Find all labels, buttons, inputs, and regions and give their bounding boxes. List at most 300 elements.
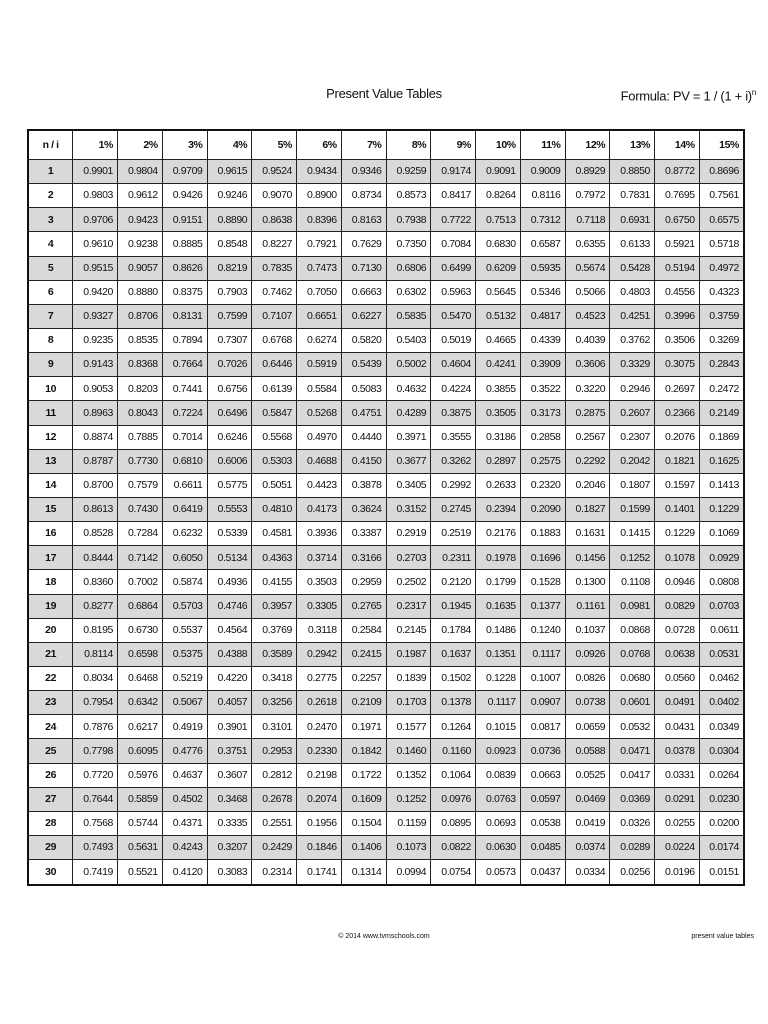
value-cell: 0.8114 bbox=[73, 642, 118, 666]
value-cell: 0.0907 bbox=[520, 691, 565, 715]
value-cell: 0.0659 bbox=[565, 715, 610, 739]
value-cell: 0.2415 bbox=[341, 642, 386, 666]
value-cell: 0.1722 bbox=[341, 763, 386, 787]
value-cell: 0.6006 bbox=[207, 449, 252, 473]
value-cell: 0.3335 bbox=[207, 811, 252, 835]
value-cell: 0.9709 bbox=[162, 160, 207, 184]
value-cell: 0.0601 bbox=[610, 691, 655, 715]
value-cell: 0.9053 bbox=[73, 377, 118, 401]
value-cell: 0.0926 bbox=[565, 642, 610, 666]
value-cell: 0.8880 bbox=[118, 280, 163, 304]
value-cell: 0.6587 bbox=[520, 232, 565, 256]
value-cell: 0.8360 bbox=[73, 570, 118, 594]
value-cell: 0.9515 bbox=[73, 256, 118, 280]
value-cell: 0.5339 bbox=[207, 522, 252, 546]
value-cell: 0.7493 bbox=[73, 835, 118, 859]
value-cell: 0.1502 bbox=[431, 666, 476, 690]
period-cell: 3 bbox=[28, 208, 73, 232]
value-cell: 0.0525 bbox=[565, 763, 610, 787]
value-cell: 0.8613 bbox=[73, 497, 118, 521]
value-cell: 0.2472 bbox=[699, 377, 744, 401]
table-row bbox=[28, 449, 744, 473]
value-cell: 0.2042 bbox=[610, 449, 655, 473]
value-cell: 0.4556 bbox=[655, 280, 700, 304]
value-cell: 0.9706 bbox=[73, 208, 118, 232]
value-cell: 0.8573 bbox=[386, 184, 431, 208]
value-cell: 0.1229 bbox=[655, 522, 700, 546]
value-cell: 0.0255 bbox=[655, 811, 700, 835]
value-cell: 0.3405 bbox=[386, 473, 431, 497]
value-cell: 0.7107 bbox=[252, 304, 297, 328]
value-cell: 0.1456 bbox=[565, 546, 610, 570]
value-cell: 0.7720 bbox=[73, 763, 118, 787]
value-cell: 0.0531 bbox=[699, 642, 744, 666]
value-cell: 0.3909 bbox=[520, 353, 565, 377]
value-cell: 0.2765 bbox=[341, 594, 386, 618]
value-cell: 0.1460 bbox=[386, 739, 431, 763]
value-cell: 0.8885 bbox=[162, 232, 207, 256]
value-cell: 0.8368 bbox=[118, 353, 163, 377]
value-cell: 0.2046 bbox=[565, 473, 610, 497]
value-cell: 0.4936 bbox=[207, 570, 252, 594]
value-cell: 0.0174 bbox=[699, 835, 744, 859]
value-cell: 0.2745 bbox=[431, 497, 476, 521]
value-cell: 0.0349 bbox=[699, 715, 744, 739]
value-cell: 0.3256 bbox=[252, 691, 297, 715]
value-cell: 0.2330 bbox=[297, 739, 342, 763]
value-cell: 0.3759 bbox=[699, 304, 744, 328]
value-cell: 0.5268 bbox=[297, 401, 342, 425]
period-cell: 1 bbox=[28, 160, 73, 184]
value-cell: 0.1252 bbox=[386, 787, 431, 811]
value-cell: 0.6750 bbox=[655, 208, 700, 232]
value-cell: 0.1945 bbox=[431, 594, 476, 618]
value-cell: 0.5703 bbox=[162, 594, 207, 618]
value-cell: 0.1987 bbox=[386, 642, 431, 666]
value-cell: 0.7430 bbox=[118, 497, 163, 521]
value-cell: 0.8696 bbox=[699, 160, 744, 184]
value-cell: 0.6730 bbox=[118, 618, 163, 642]
value-cell: 0.5428 bbox=[610, 256, 655, 280]
value-cell: 0.2843 bbox=[699, 353, 744, 377]
value-cell: 0.7462 bbox=[252, 280, 297, 304]
value-cell: 0.6217 bbox=[118, 715, 163, 739]
value-cell: 0.2946 bbox=[610, 377, 655, 401]
value-cell: 0.8787 bbox=[73, 449, 118, 473]
value-cell: 0.7831 bbox=[610, 184, 655, 208]
value-cell: 0.8626 bbox=[162, 256, 207, 280]
value-cell: 0.4241 bbox=[476, 353, 521, 377]
value-cell: 0.8638 bbox=[252, 208, 297, 232]
value-cell: 0.1842 bbox=[341, 739, 386, 763]
value-cell: 0.1069 bbox=[699, 522, 744, 546]
present-value-table bbox=[27, 129, 745, 886]
period-cell: 6 bbox=[28, 280, 73, 304]
value-cell: 0.7513 bbox=[476, 208, 521, 232]
value-cell: 0.9327 bbox=[73, 304, 118, 328]
value-cell: 0.8890 bbox=[207, 208, 252, 232]
value-cell: 0.0289 bbox=[610, 835, 655, 859]
value-cell: 0.1314 bbox=[341, 860, 386, 885]
value-cell: 0.0200 bbox=[699, 811, 744, 835]
value-cell: 0.3506 bbox=[655, 328, 700, 352]
value-cell: 0.6806 bbox=[386, 256, 431, 280]
value-cell: 0.7026 bbox=[207, 353, 252, 377]
value-cell: 0.6227 bbox=[341, 304, 386, 328]
value-cell: 0.5859 bbox=[118, 787, 163, 811]
table-row bbox=[28, 497, 744, 521]
rate-header: 9% bbox=[431, 130, 476, 160]
value-cell: 0.1486 bbox=[476, 618, 521, 642]
value-cell: 0.4919 bbox=[162, 715, 207, 739]
period-cell: 13 bbox=[28, 449, 73, 473]
value-cell: 0.1161 bbox=[565, 594, 610, 618]
value-cell: 0.0485 bbox=[520, 835, 565, 859]
value-cell: 0.3186 bbox=[476, 425, 521, 449]
value-cell: 0.5066 bbox=[565, 280, 610, 304]
value-cell: 0.7599 bbox=[207, 304, 252, 328]
value-cell: 0.4339 bbox=[520, 328, 565, 352]
table-row bbox=[28, 353, 744, 377]
value-cell: 0.1229 bbox=[699, 497, 744, 521]
value-cell: 0.2502 bbox=[386, 570, 431, 594]
value-cell: 0.8116 bbox=[520, 184, 565, 208]
value-cell: 0.8219 bbox=[207, 256, 252, 280]
value-cell: 0.8772 bbox=[655, 160, 700, 184]
value-cell: 0.3166 bbox=[341, 546, 386, 570]
value-cell: 0.0693 bbox=[476, 811, 521, 835]
value-cell: 0.2109 bbox=[341, 691, 386, 715]
value-cell: 0.1159 bbox=[386, 811, 431, 835]
table-row bbox=[28, 232, 744, 256]
value-cell: 0.9151 bbox=[162, 208, 207, 232]
table-row bbox=[28, 328, 744, 352]
value-cell: 0.1577 bbox=[386, 715, 431, 739]
value-cell: 0.4776 bbox=[162, 739, 207, 763]
value-cell: 0.2145 bbox=[386, 618, 431, 642]
period-cell: 12 bbox=[28, 425, 73, 449]
table-row bbox=[28, 546, 744, 570]
value-cell: 0.8203 bbox=[118, 377, 163, 401]
value-cell: 0.3606 bbox=[565, 353, 610, 377]
value-cell: 0.7142 bbox=[118, 546, 163, 570]
value-cell: 0.0471 bbox=[610, 739, 655, 763]
value-cell: 0.4970 bbox=[297, 425, 342, 449]
value-cell: 0.0768 bbox=[610, 642, 655, 666]
value-cell: 0.5645 bbox=[476, 280, 521, 304]
value-cell: 0.6575 bbox=[699, 208, 744, 232]
value-cell: 0.6496 bbox=[207, 401, 252, 425]
value-cell: 0.4502 bbox=[162, 787, 207, 811]
period-cell: 4 bbox=[28, 232, 73, 256]
value-cell: 0.5403 bbox=[386, 328, 431, 352]
value-cell: 0.0829 bbox=[655, 594, 700, 618]
value-cell: 0.2775 bbox=[297, 666, 342, 690]
value-cell: 0.2320 bbox=[520, 473, 565, 497]
value-cell: 0.7695 bbox=[655, 184, 700, 208]
value-cell: 0.7307 bbox=[207, 328, 252, 352]
value-cell: 0.7903 bbox=[207, 280, 252, 304]
value-cell: 0.2076 bbox=[655, 425, 700, 449]
value-cell: 0.4251 bbox=[610, 304, 655, 328]
value-cell: 0.0378 bbox=[655, 739, 700, 763]
value-cell: 0.2394 bbox=[476, 497, 521, 521]
value-cell: 0.5553 bbox=[207, 497, 252, 521]
value-cell: 0.2959 bbox=[341, 570, 386, 594]
value-cell: 0.8195 bbox=[73, 618, 118, 642]
value-cell: 0.7312 bbox=[520, 208, 565, 232]
value-cell: 0.9420 bbox=[73, 280, 118, 304]
value-cell: 0.4810 bbox=[252, 497, 297, 521]
value-cell: 0.7629 bbox=[341, 232, 386, 256]
value-cell: 0.1406 bbox=[341, 835, 386, 859]
value-cell: 0.0151 bbox=[699, 860, 744, 885]
value-cell: 0.2314 bbox=[252, 860, 297, 885]
value-cell: 0.5874 bbox=[162, 570, 207, 594]
value-cell: 0.2567 bbox=[565, 425, 610, 449]
value-cell: 0.1037 bbox=[565, 618, 610, 642]
value-cell: 0.7954 bbox=[73, 691, 118, 715]
value-cell: 0.4423 bbox=[297, 473, 342, 497]
value-cell: 0.1599 bbox=[610, 497, 655, 521]
value-cell: 0.7002 bbox=[118, 570, 163, 594]
value-cell: 0.3387 bbox=[341, 522, 386, 546]
value-cell: 0.6209 bbox=[476, 256, 521, 280]
value-cell: 0.8375 bbox=[162, 280, 207, 304]
value-cell: 0.8163 bbox=[341, 208, 386, 232]
value-cell: 0.5584 bbox=[297, 377, 342, 401]
period-cell: 7 bbox=[28, 304, 73, 328]
rate-header: 1% bbox=[73, 130, 118, 160]
value-cell: 0.1971 bbox=[341, 715, 386, 739]
value-cell: 0.1108 bbox=[610, 570, 655, 594]
value-cell: 0.0402 bbox=[699, 691, 744, 715]
value-cell: 0.2176 bbox=[476, 522, 521, 546]
value-cell: 0.5963 bbox=[431, 280, 476, 304]
value-cell: 0.8535 bbox=[118, 328, 163, 352]
rate-header: 10% bbox=[476, 130, 521, 160]
value-cell: 0.6830 bbox=[476, 232, 521, 256]
value-cell: 0.2703 bbox=[386, 546, 431, 570]
value-cell: 0.1073 bbox=[386, 835, 431, 859]
value-cell: 0.5470 bbox=[431, 304, 476, 328]
value-cell: 0.6232 bbox=[162, 522, 207, 546]
period-cell: 30 bbox=[28, 860, 73, 885]
value-cell: 0.6302 bbox=[386, 280, 431, 304]
value-cell: 0.4220 bbox=[207, 666, 252, 690]
value-cell: 0.8900 bbox=[297, 184, 342, 208]
value-cell: 0.0946 bbox=[655, 570, 700, 594]
value-cell: 0.6355 bbox=[565, 232, 610, 256]
value-cell: 0.1597 bbox=[655, 473, 700, 497]
value-cell: 0.9423 bbox=[118, 208, 163, 232]
value-cell: 0.2953 bbox=[252, 739, 297, 763]
value-cell: 0.9615 bbox=[207, 160, 252, 184]
value-cell: 0.8264 bbox=[476, 184, 521, 208]
value-cell: 0.0611 bbox=[699, 618, 744, 642]
value-cell: 0.1413 bbox=[699, 473, 744, 497]
value-cell: 0.3173 bbox=[520, 401, 565, 425]
value-cell: 0.5375 bbox=[162, 642, 207, 666]
value-cell: 0.3269 bbox=[699, 328, 744, 352]
value-cell: 0.8528 bbox=[73, 522, 118, 546]
period-cell: 15 bbox=[28, 497, 73, 521]
value-cell: 0.9143 bbox=[73, 353, 118, 377]
value-cell: 0.2257 bbox=[341, 666, 386, 690]
value-cell: 0.7473 bbox=[297, 256, 342, 280]
value-cell: 0.0491 bbox=[655, 691, 700, 715]
value-cell: 0.4173 bbox=[297, 497, 342, 521]
period-cell: 5 bbox=[28, 256, 73, 280]
value-cell: 0.1846 bbox=[297, 835, 342, 859]
value-cell: 0.4581 bbox=[252, 522, 297, 546]
value-cell: 0.3624 bbox=[341, 497, 386, 521]
value-cell: 0.5568 bbox=[252, 425, 297, 449]
value-cell: 0.3118 bbox=[297, 618, 342, 642]
value-cell: 0.9901 bbox=[73, 160, 118, 184]
value-cell: 0.3468 bbox=[207, 787, 252, 811]
value-cell: 0.4155 bbox=[252, 570, 297, 594]
rate-header: 15% bbox=[699, 130, 744, 160]
value-cell: 0.7579 bbox=[118, 473, 163, 497]
value-cell: 0.6246 bbox=[207, 425, 252, 449]
value-cell: 0.4637 bbox=[162, 763, 207, 787]
rate-header: 3% bbox=[162, 130, 207, 160]
value-cell: 0.3505 bbox=[476, 401, 521, 425]
value-cell: 0.7835 bbox=[252, 256, 297, 280]
value-cell: 0.2198 bbox=[297, 763, 342, 787]
period-cell: 16 bbox=[28, 522, 73, 546]
value-cell: 0.3762 bbox=[610, 328, 655, 352]
value-cell: 0.4564 bbox=[207, 618, 252, 642]
value-cell: 0.1741 bbox=[297, 860, 342, 885]
value-cell: 0.4803 bbox=[610, 280, 655, 304]
table-row bbox=[28, 256, 744, 280]
value-cell: 0.0304 bbox=[699, 739, 744, 763]
value-cell: 0.3677 bbox=[386, 449, 431, 473]
value-cell: 0.5718 bbox=[699, 232, 744, 256]
value-cell: 0.1799 bbox=[476, 570, 521, 594]
value-cell: 0.0419 bbox=[565, 811, 610, 835]
value-cell: 0.2307 bbox=[610, 425, 655, 449]
value-cell: 0.0929 bbox=[699, 546, 744, 570]
value-cell: 0.4120 bbox=[162, 860, 207, 885]
rate-header: 4% bbox=[207, 130, 252, 160]
table-row bbox=[28, 304, 744, 328]
value-cell: 0.1528 bbox=[520, 570, 565, 594]
value-cell: 0.0597 bbox=[520, 787, 565, 811]
value-cell: 0.1696 bbox=[520, 546, 565, 570]
value-cell: 0.6598 bbox=[118, 642, 163, 666]
value-cell: 0.3901 bbox=[207, 715, 252, 739]
value-cell: 0.5935 bbox=[520, 256, 565, 280]
value-cell: 0.3262 bbox=[431, 449, 476, 473]
value-cell: 0.8700 bbox=[73, 473, 118, 497]
value-cell: 0.1827 bbox=[565, 497, 610, 521]
period-cell: 28 bbox=[28, 811, 73, 835]
value-cell: 0.1625 bbox=[699, 449, 744, 473]
period-cell: 29 bbox=[28, 835, 73, 859]
value-cell: 0.1117 bbox=[520, 642, 565, 666]
value-cell: 0.7894 bbox=[162, 328, 207, 352]
table-row bbox=[28, 473, 744, 497]
value-cell: 0.8874 bbox=[73, 425, 118, 449]
value-cell: 0.6468 bbox=[118, 666, 163, 690]
value-cell: 0.0630 bbox=[476, 835, 521, 859]
value-cell: 0.0588 bbox=[565, 739, 610, 763]
value-cell: 0.6663 bbox=[341, 280, 386, 304]
table-row bbox=[28, 691, 744, 715]
value-cell: 0.2875 bbox=[565, 401, 610, 425]
value-cell: 0.7118 bbox=[565, 208, 610, 232]
value-cell: 0.8929 bbox=[565, 160, 610, 184]
value-cell: 0.5921 bbox=[655, 232, 700, 256]
value-cell: 0.3101 bbox=[252, 715, 297, 739]
value-cell: 0.3220 bbox=[565, 377, 610, 401]
value-cell: 0.7284 bbox=[118, 522, 163, 546]
value-cell: 0.1703 bbox=[386, 691, 431, 715]
value-cell: 0.4150 bbox=[341, 449, 386, 473]
page-title: Present Value Tables bbox=[326, 86, 442, 101]
value-cell: 0.1883 bbox=[520, 522, 565, 546]
value-cell: 0.5132 bbox=[476, 304, 521, 328]
value-cell: 0.0417 bbox=[610, 763, 655, 787]
value-cell: 0.0264 bbox=[699, 763, 744, 787]
value-cell: 0.4523 bbox=[565, 304, 610, 328]
value-cell: 0.1377 bbox=[520, 594, 565, 618]
value-cell: 0.4388 bbox=[207, 642, 252, 666]
value-cell: 0.7644 bbox=[73, 787, 118, 811]
period-cell: 18 bbox=[28, 570, 73, 594]
value-cell: 0.1637 bbox=[431, 642, 476, 666]
value-cell: 0.1869 bbox=[699, 425, 744, 449]
value-cell: 0.0224 bbox=[655, 835, 700, 859]
period-cell: 26 bbox=[28, 763, 73, 787]
value-cell: 0.2366 bbox=[655, 401, 700, 425]
value-cell: 0.7350 bbox=[386, 232, 431, 256]
value-cell: 0.7441 bbox=[162, 377, 207, 401]
value-cell: 0.8277 bbox=[73, 594, 118, 618]
value-cell: 0.9009 bbox=[520, 160, 565, 184]
value-cell: 0.4371 bbox=[162, 811, 207, 835]
value-cell: 0.5537 bbox=[162, 618, 207, 642]
value-cell: 0.0469 bbox=[565, 787, 610, 811]
value-cell: 0.7084 bbox=[431, 232, 476, 256]
value-cell: 0.3207 bbox=[207, 835, 252, 859]
rate-header: 2% bbox=[118, 130, 163, 160]
value-cell: 0.5051 bbox=[252, 473, 297, 497]
value-cell: 0.0994 bbox=[386, 860, 431, 885]
value-cell: 0.7014 bbox=[162, 425, 207, 449]
value-cell: 0.3083 bbox=[207, 860, 252, 885]
value-cell: 0.6864 bbox=[118, 594, 163, 618]
table-row bbox=[28, 377, 744, 401]
value-cell: 0.8034 bbox=[73, 666, 118, 690]
value-cell: 0.1015 bbox=[476, 715, 521, 739]
value-cell: 0.5194 bbox=[655, 256, 700, 280]
period-cell: 27 bbox=[28, 787, 73, 811]
value-cell: 0.0736 bbox=[520, 739, 565, 763]
value-cell: 0.3589 bbox=[252, 642, 297, 666]
value-cell: 0.7938 bbox=[386, 208, 431, 232]
value-cell: 0.6095 bbox=[118, 739, 163, 763]
value-cell: 0.8850 bbox=[610, 160, 655, 184]
value-cell: 0.5134 bbox=[207, 546, 252, 570]
value-cell: 0.5303 bbox=[252, 449, 297, 473]
table-row bbox=[28, 835, 744, 859]
value-cell: 0.6446 bbox=[252, 353, 297, 377]
value-cell: 0.0462 bbox=[699, 666, 744, 690]
